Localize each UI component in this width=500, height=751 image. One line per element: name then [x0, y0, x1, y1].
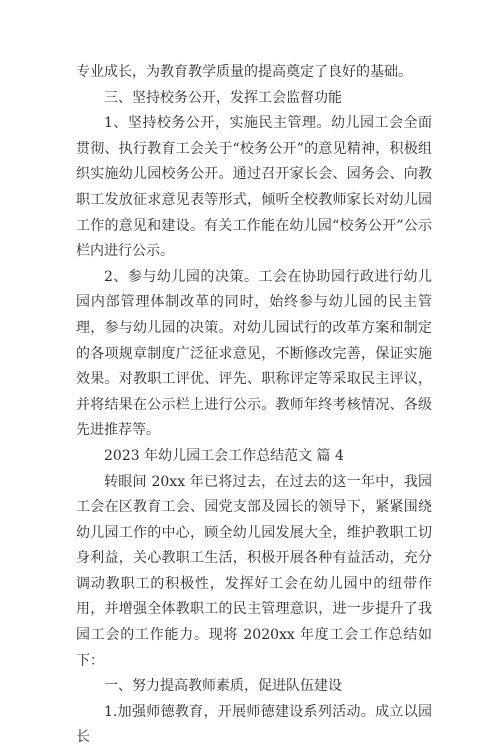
paragraph-school-affairs-open: 1、坚持校务公开，实施民主管理。幼儿园工会全面贯彻、执行教育工会关于“校务公开”的意见精神，积极组织实施幼儿园校务公开。通过召开家长会、园务会、向教职工发放征求意见表等形式，倾听全校教师家长对幼儿园工作的意见和建设。有关工作能在幼儿园“校务公开”公示栏内进行公示。	[76, 115, 432, 260]
paragraph-year-summary-intro: 转眼间 20xx 年已将过去，在过去的这一年中，我园工会在区教育工会、园党支部及园长的领导下，紧紧围绕幼儿园工作的中心，顾全幼儿园发展大全，维护教职工切身利益，关心教职工生活，积极开展各种有益活动，充分调动教职工的积极性，发挥好工会在幼儿园中的纽带作用，并增强全体教职工的民主管理意识，进一步提升了我园工会的工作能力。现将 2020xx 年度工会工作总结如下：	[76, 473, 432, 669]
section-heading-1: 一、努力提高教师素质，促进队伍建设	[104, 678, 342, 695]
article-title: 2023 年幼儿园工会工作总结范文 篇 4	[104, 447, 344, 464]
paragraph-decision-participation: 2、参与幼儿园的决策。工会在协助园行政进行幼儿园内部管理体制改革的同时，始终参与幼儿园的民主管理，参与幼儿园的决策。对幼儿园试行的改革方案和制定的各项规章制度广泛征求意见，不断修改完善，保证实施效果。对教职工评优、评先、职称评定等采取民主评议，并将结果在公示栏上进行公示。教师年终考核情况、各级先进推荐等。	[76, 268, 432, 439]
paragraph-intro-continuation: 专业成长，为教育教学质量的提高奠定了良好的基础。	[76, 64, 412, 80]
section-heading-3: 三、坚持校务公开，发挥工会监督功能	[104, 89, 342, 106]
paragraph-ethics-education: 1.加强师德教育，开展师德建设系列活动。成立以园长	[76, 703, 432, 746]
